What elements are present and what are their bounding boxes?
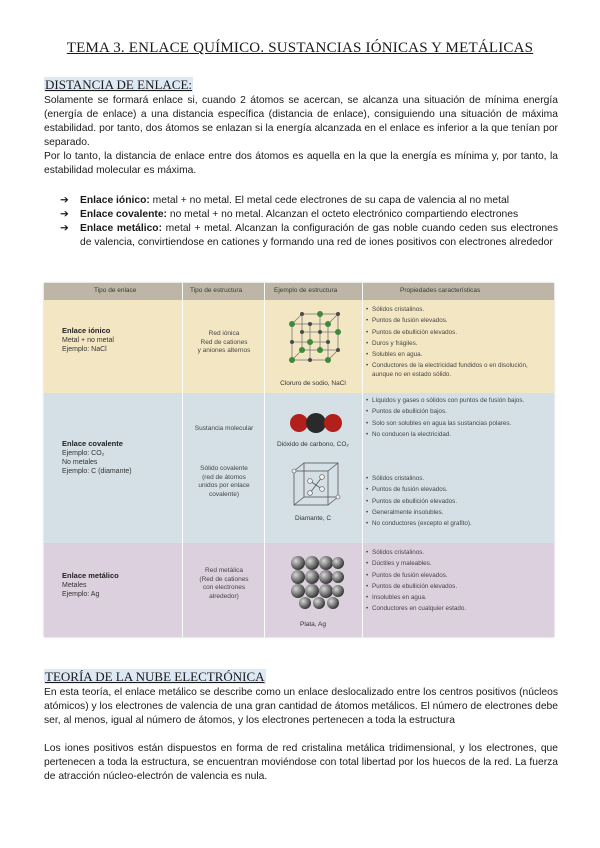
list-item: ➔ Enlace iónico: metal + no metal. El metal cede electrones de su capa de valencia al no metal	[60, 195, 509, 206]
paragraph-nube-2: Los iones positivos están dispuestos en forma de red cristalina metálica tridimensional, y los electrones, que pertenecen a toda la estructura, se encuentran moviéndose con total libertad por los huecos de la red. La fuerza de atracción núcleo-electrón de valencia es nula.	[44, 743, 558, 782]
ionic-structure-cell: Red iónica Red de cationes y aniones alternos	[197, 330, 251, 354]
section-heading-distancia: DISTANCIA DE ENLACE:	[45, 77, 193, 92]
silver-example-caption: Plata, Ag	[299, 621, 327, 628]
covalent-type-cell: Enlace covalente Ejemplo: CO₂ No metales Ejemplo: C (diamante)	[62, 439, 132, 475]
page-title: TEMA 3. ENLACE QUÍMICO. SUSTANCIAS IÓNICAS Y METÁLICAS	[66, 40, 534, 56]
metallic-structure-cell: Red metálica (Red de cationes con electrones alrededor)	[199, 567, 249, 600]
covalent-molecular-properties: • Líquidos y gases o sólidos con puntos de fusión bajos. • Puntos de ebullición bajos. • Solo son solubles en agua las sustancias polares. • No conducen la electricidad.	[366, 397, 548, 442]
metallic-properties: • Sólidos cristalinos. • Dúctiles y maleables. • Puntos de fusión elevados. • Puntos de ebullición elevados. • Insolubles en agua. • Conductores en cualquier estado.	[366, 549, 548, 617]
paragraph-distancia-2: Por lo tanto, la distancia de enlace entre dos átomos es aquella en la que la energía es mínima y, por tanto, la estabilidad molecular es máxima.	[44, 151, 558, 176]
ionic-type-cell: Enlace iónico Metal + no metal Ejemplo: NaCl	[62, 326, 114, 353]
ionic-example-caption: Cloruro de sodio, NaCl	[280, 380, 346, 387]
nacl-lattice-icon	[284, 306, 346, 370]
table-row-metallic	[44, 543, 554, 637]
list-item: ➔ Enlace covalente: no metal + no metal. Alcanzan el octeto electrónico compartiendo electrones	[60, 209, 519, 220]
column-divider	[182, 283, 183, 637]
metallic-type-cell: Enlace metálico Metales Ejemplo: Ag	[62, 571, 119, 598]
arrow-icon: ➔	[60, 209, 69, 220]
silver-lattice-icon	[288, 553, 346, 611]
co2-molecule-icon	[288, 411, 344, 435]
header-tipo-estructura: Tipo de estructura	[190, 287, 243, 294]
bond-properties-table	[44, 283, 554, 637]
header-propiedades: Propiedades características	[400, 287, 481, 294]
diamond-lattice-icon	[290, 459, 342, 511]
table-row-ionic	[44, 300, 554, 393]
paragraph-distancia-1: Solamente se formará enlace si, cuando 2 átomos se acercan, se alcanza una situación de mínima energía (energía de enlace) a una distancia específica (distancia de enlace), consiguiendo una situación de máxima estabilidad. por tanto, dos átomos se enlazan si la energía alcanzada en el enlace es inferior a la que tenían por separado.	[44, 95, 558, 148]
header-tipo-enlace: Tipo de enlace	[94, 287, 137, 294]
bond-types-list	[60, 194, 558, 250]
header-ejemplo: Ejemplo de estructura	[274, 287, 338, 294]
table-header	[44, 283, 554, 300]
column-divider	[362, 283, 363, 637]
section-heading-nube: TEORÍA DE LA NUBE ELECTRÓNICA	[45, 669, 265, 684]
covalent-structure-b: Sólido covalente (red de átomos unidos por enlace covalente)	[198, 465, 250, 498]
diamond-example-caption: Diamante, C	[294, 515, 332, 522]
paragraph-nube-1: En esta teoría, el enlace metálico se describe como un enlace deslocalizado entre los centros positivos (núcleos atómicos) y los electrones de valencia de una gran cantidad de átomos metálicos. El número de electrones debe ser, al menos, igual al número de átomos, y los electrones pertenecen a toda la estructura	[44, 687, 558, 726]
ionic-properties: • Sólidos cristalinos. • Puntos de fusión elevados. • Puntos de ebullición elevados. • Duros y frágiles. • Solubles en agua. • Conductores de la electricidad fundidos o en disolución, aunque no en estado sólido.	[366, 306, 548, 382]
table-row-covalent	[44, 393, 554, 543]
covalent-solid-properties: • Sólidos cristalinos. • Puntos de fusión elevados. • Puntos de ebullición elevados. • Generalmente insolubles. • No conductores (excepto el grafito).	[366, 475, 548, 531]
covalent-structure-a: Sustancia molecular	[194, 425, 254, 432]
arrow-icon: ➔	[60, 223, 69, 234]
co2-example-caption: Dióxido de carbono, CO₂	[277, 441, 349, 448]
arrow-icon: ➔	[60, 195, 69, 206]
column-divider	[264, 283, 265, 637]
list-item: ➔ Enlace metálico: metal + metal. Alcanzan la configuración de gas noble cuando ceden sus electrones de valencia, convirtiendose en cationes y formando una red de iones positivos con electrones alrededor	[60, 223, 559, 248]
